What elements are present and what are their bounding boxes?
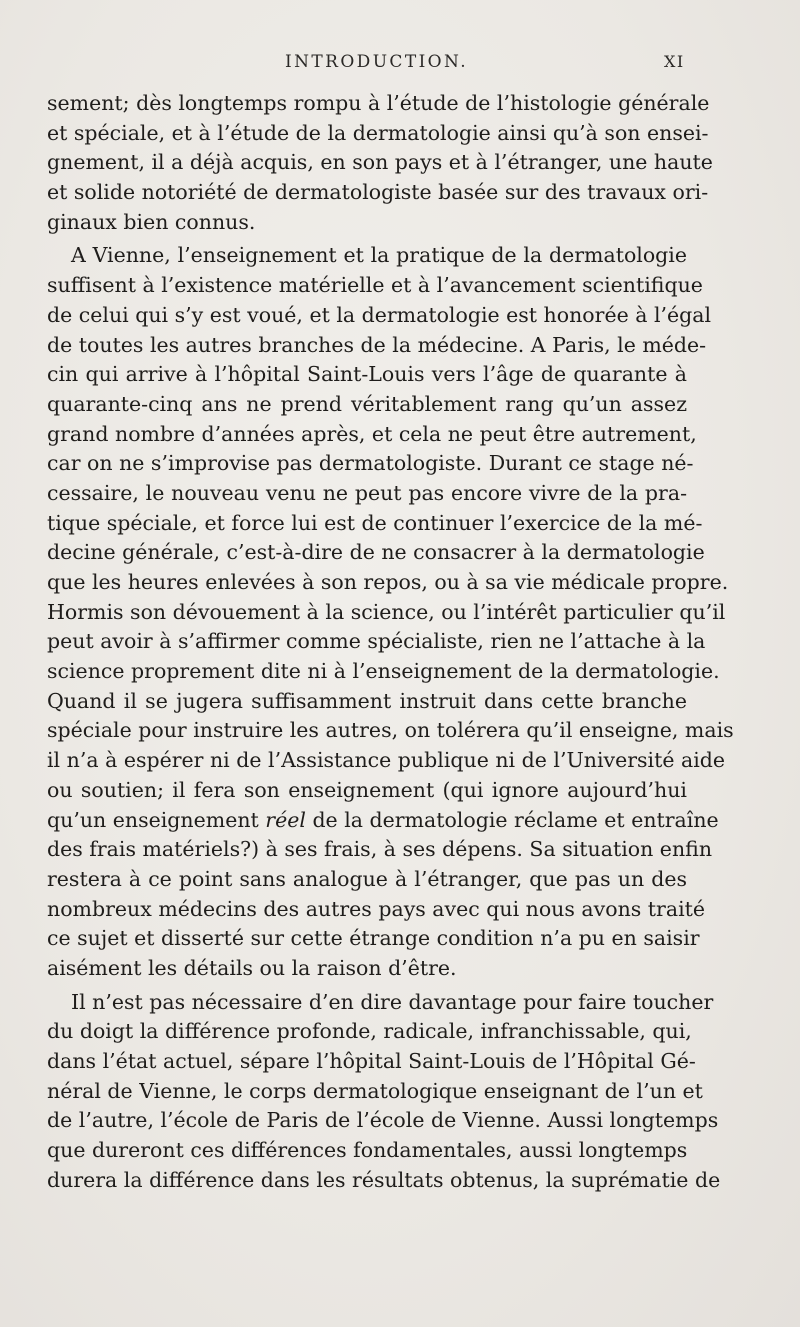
running-title: INTRODUCTION.: [285, 52, 469, 72]
text-line: science proprement dite ni à l’enseignement de la dermatologie.: [47, 659, 720, 684]
text-line: spéciale pour instruire les autres, on tolérera qu’il enseigne, mais: [47, 718, 734, 743]
text-line: tique spéciale, et force lui est de continuer l’exercice de la mé-: [47, 510, 703, 535]
text-line: ce sujet et disserté sur cette étrange condition n’a pu en saisir: [47, 926, 700, 951]
text-line: de celui qui s’y est voué, et la dermatologie est honorée à l’égal: [47, 302, 712, 327]
text-line: que les heures enlevées à son repos, ou à sa vie médicale propre.: [47, 570, 729, 594]
text-line: cessaire, le nouveau venu ne peut pas encore vivre de la pra-: [47, 480, 687, 505]
paragraph: [47, 89, 713, 237]
text-line: A Vienne, l’enseignement et la pratique de la dermatologie: [71, 243, 687, 268]
text-line: Il n’est pas nécessaire d’en dire davantage pour faire toucher: [71, 989, 714, 1014]
text-line: suffisent à l’existence matérielle et à l’avancement scientifique: [47, 273, 703, 298]
text-line: dans l’état actuel, sépare l’hôpital Saint-Louis de l’Hôpital Gé-: [47, 1049, 696, 1073]
text-line: cin qui arrive à l’hôpital Saint-Louis vers l’âge de quarante à: [47, 362, 687, 387]
paragraph: [47, 988, 721, 1196]
text-line: durera la différence dans les résultats obtenus, la suprématie de: [47, 1167, 721, 1192]
paragraph: [47, 241, 734, 983]
text-line: Quand il se jugera suffisamment instruit dans cette branche: [47, 688, 687, 713]
text-line: car on ne s’improvise pas dermatologiste. Durant ce stage né-: [47, 451, 694, 476]
running-head: [0, 50, 800, 80]
text-line: quarante-cinq ans ne prend véritablement rang qu’un assez: [47, 391, 687, 416]
text-line: decine générale, c’est-à-dire de ne consacrer à la dermatologie: [47, 540, 705, 565]
text-line: ou soutien; il fera son enseignement (qui ignore aujourd’hui: [47, 777, 687, 802]
text-line: du doigt la différence profonde, radicale, infranchissable, qui,: [47, 1019, 692, 1044]
text-line: Hormis son dévouement à la science, ou l’intérêt particulier qu’il: [47, 599, 726, 624]
text-line: il n’a à espérer ni de l’Assistance publique ni de l’Université aide: [47, 748, 726, 773]
text-line: peut avoir à s’affirmer comme spécialiste, rien ne l’attache à la: [47, 629, 706, 654]
page-number: XI: [664, 52, 685, 71]
text-line: de toutes les autres branches de la médecine. A Paris, le méde-: [47, 332, 707, 357]
text-line: des frais matériels?) à ses frais, à ses dépens. Sa situation enfin: [47, 837, 713, 862]
text-line: restera à ce point sans analogue à l’étranger, que pas un des: [47, 866, 687, 891]
text-line: sement; dès longtemps rompu à l’étude de l’histologie générale: [47, 91, 710, 115]
text-line: néral de Vienne, le corps dermatologique enseignant de l’un et: [47, 1078, 703, 1103]
text-line: qu’un enseignement réel de la dermatologie réclame et entraîne: [47, 807, 719, 832]
text-line: nombreux médecins des autres pays avec qui nous avons traité: [47, 896, 705, 921]
text-line: ginaux bien connus.: [47, 209, 256, 234]
text-line: de l’autre, l’école de Paris de l’école de Vienne. Aussi longtemps: [47, 1108, 719, 1133]
text-line: et solide notoriété de dermatologiste basée sur des travaux ori-: [47, 180, 709, 205]
text-line: que dureront ces différences fondamentales, aussi longtemps: [47, 1138, 688, 1163]
text-line: grand nombre d’années après, et cela ne peut être autrement,: [47, 421, 697, 446]
text-line: gnement, il a déjà acquis, en son pays et à l’étranger, une haute: [47, 150, 713, 175]
text-line: aisément les détails ou la raison d’être.: [47, 955, 457, 980]
text-line: et spéciale, et à l’étude de la dermatologie ainsi qu’à son ensei-: [47, 120, 709, 145]
body-text: [47, 89, 734, 1195]
